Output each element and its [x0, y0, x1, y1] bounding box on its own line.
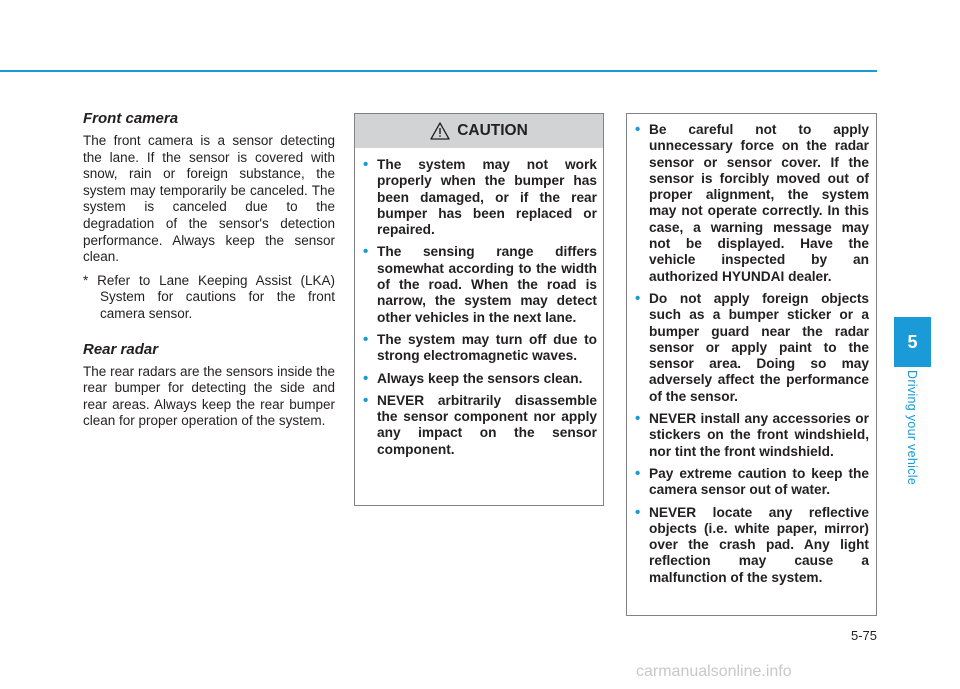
list-item: • The sensing range differs somewhat according to the width of the road. When the road is narrow, the system may detect other vehicles in the next lane.: [363, 243, 597, 325]
caution-continued-list: [627, 114, 876, 586]
list-item: • NEVER install any accessories or stickers on the front windshield, nor tint the front windshield.: [635, 410, 869, 459]
bullet-icon: •: [635, 121, 641, 138]
watermark: carmanualsonline.info: [636, 663, 792, 680]
chapter-title: Driving your vehicle: [905, 370, 919, 486]
front-camera-heading: Front camera: [83, 110, 179, 127]
bullet-icon: •: [363, 391, 369, 409]
chapter-tab: 5: [894, 317, 931, 367]
front-camera-body: The front camera is a sensor detecting the lane. If the sensor is covered with snow, rain or foreign substance, the system may temporarily be canceled. The system is canceled due to the degradation of the sensor's detection performance. Always keep the sensor clean.: [83, 133, 335, 265]
bullet-icon: •: [363, 243, 369, 261]
left-column: [83, 110, 335, 430]
caution-title: CAUTION: [457, 122, 528, 139]
bullet-icon: •: [635, 410, 641, 428]
front-camera-note: * Refer to Lane Keeping Assist (LKA) System for cautions for the front camera sensor.: [83, 272, 335, 321]
list-item: • Do not apply foreign objects such as a bumper sticker or a bumper guard near the radar sensor or apply paint to the sensor area. Doing so may adversely affect the performance of the sensor.: [635, 289, 869, 404]
rear-radar-heading: Rear radar: [83, 340, 159, 358]
caution-list: [355, 148, 603, 458]
list-item: • Be careful not to apply unnecessary force on the radar sensor or sensor cover. If the sensor is forcibly moved out of proper alignment, the system may not operate correctly. In this case, a warning message may not be displayed. Have the vehicle inspected by an authorized HYUNDAI dealer.: [635, 121, 869, 284]
bullet-icon: •: [363, 330, 369, 348]
rear-radar-body: The rear radars are the sensors inside the rear bumper for detecting the side and rear areas. Always keep the rear bumper clean for proper operation of the system.: [83, 363, 335, 429]
bullet-icon: •: [635, 289, 641, 307]
top-rule: [0, 70, 877, 72]
bullet-icon: •: [363, 369, 369, 387]
list-item: • Pay extreme caution to keep the camera sensor out of water.: [635, 464, 869, 498]
list-item: • The system may not work properly when the bumper has been damaged, or if the rear bumper has been replaced or repaired.: [363, 156, 597, 238]
caution-continued-box: [626, 113, 877, 616]
warning-triangle-icon: [430, 122, 450, 140]
bullet-icon: •: [635, 503, 641, 521]
list-item: • The system may turn off due to strong electromagnetic waves.: [363, 330, 597, 364]
bullet-icon: •: [635, 464, 641, 482]
caution-header: [355, 114, 603, 148]
list-item: • NEVER arbitrarily disassemble the sensor component nor apply any impact on the sensor component.: [363, 391, 597, 457]
caution-box: [354, 113, 604, 506]
page-number: 5-75: [850, 628, 877, 643]
bullet-icon: •: [363, 156, 369, 173]
list-item: • NEVER locate any reflective objects (i.e. white paper, mirror) over the crash pad. Any light reflection may cause a malfunction of the system.: [635, 503, 869, 585]
list-item: • Always keep the sensors clean.: [363, 369, 583, 387]
